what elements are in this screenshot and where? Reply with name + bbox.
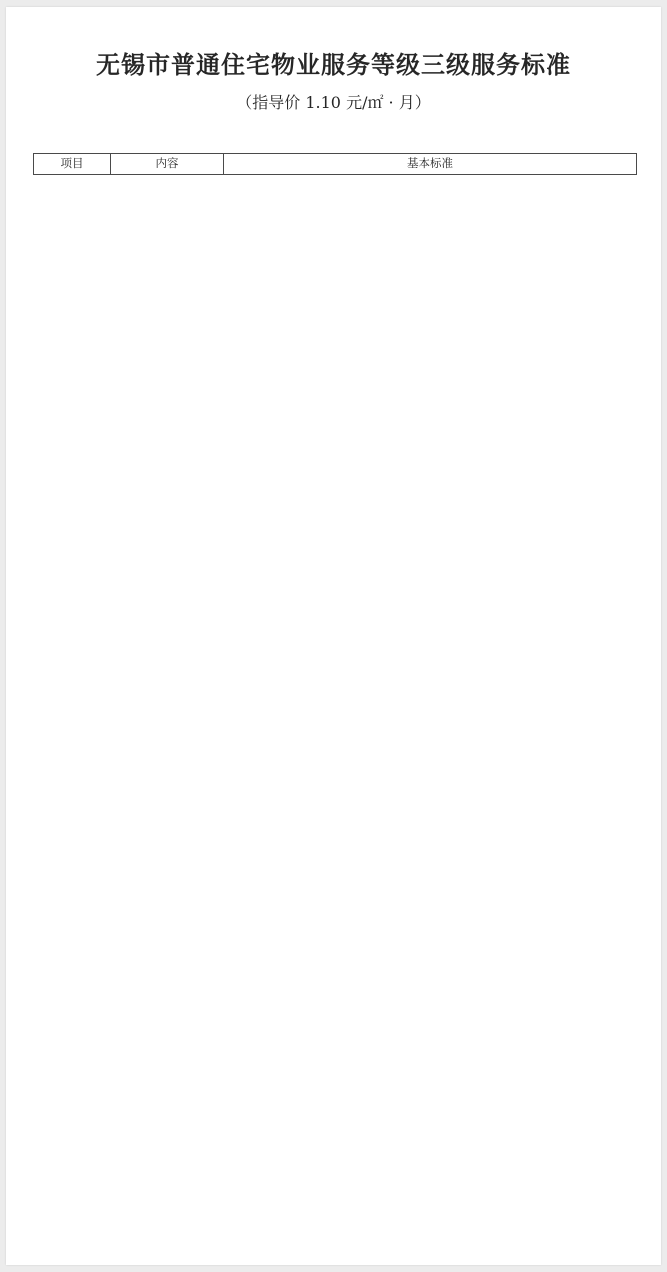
service-standard-table-1 bbox=[33, 153, 637, 175]
table-gap bbox=[6, 175, 661, 201]
scanned-document-page bbox=[0, 7, 667, 1265]
page-subtitle: （指导价 1.10 元/㎡ · 月） bbox=[236, 93, 431, 112]
page-title: 无锡市普通住宅物业服务等级三级服务标准 bbox=[96, 50, 571, 79]
column-header: 基本标准 bbox=[224, 154, 637, 175]
table-header-row bbox=[34, 154, 637, 175]
column-header: 内容 bbox=[111, 154, 224, 175]
document-sheet bbox=[6, 7, 661, 1265]
column-header: 项目 bbox=[34, 154, 111, 175]
